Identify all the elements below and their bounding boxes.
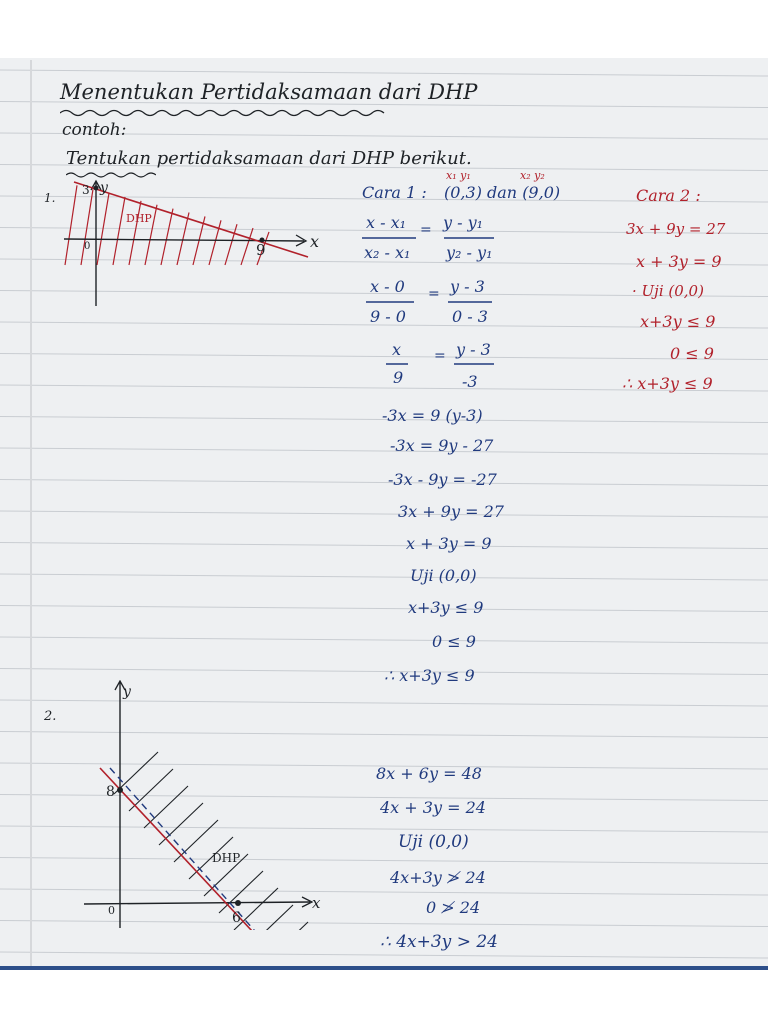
title-underline xyxy=(60,108,390,118)
ex2-line-4: 4x+3y ≯ 24 xyxy=(390,868,486,887)
cara1-line-1: -3x = 9 (y-3) xyxy=(382,406,483,425)
instruction-text: Tentukan pertidaksamaan dari DHP berikut. xyxy=(66,148,472,169)
rule-line xyxy=(0,543,768,549)
ex2-line-2: 4x + 3y = 24 xyxy=(380,798,486,817)
page-margin xyxy=(30,60,32,966)
cara2-line-6: ∴ x+3y ≤ 9 xyxy=(622,374,713,393)
step1-lhs-den: x₂ - x₁ xyxy=(364,243,411,262)
rule-line xyxy=(0,511,768,517)
step3-fraction-bars xyxy=(380,362,500,366)
ex2-line-3: Uji (0,0) xyxy=(398,832,469,852)
cara2-label: Cara 2 : xyxy=(636,186,701,205)
hatch-line xyxy=(65,185,77,265)
step1-eq: = xyxy=(420,222,432,238)
rule-line xyxy=(0,574,768,580)
cara2-line-1: 3x + 9y = 27 xyxy=(626,220,726,238)
intercept-point-x xyxy=(235,900,241,906)
step2-rhs-den: 0 - 3 xyxy=(452,307,488,326)
example-number-1: 1. xyxy=(44,191,56,205)
step2-fraction-bars xyxy=(362,300,502,304)
book-cover-edge xyxy=(0,966,768,970)
hatch-line xyxy=(219,871,263,913)
cara2-line-3: · Uji (0,0) xyxy=(632,282,704,300)
step2-rhs-num: y - 3 xyxy=(450,277,485,296)
y-intercept-label: 3 xyxy=(82,183,90,197)
step3-eq: = xyxy=(434,348,446,364)
rule-line xyxy=(0,952,768,958)
step2-lhs-den: 9 - 0 xyxy=(370,307,406,326)
step1-rhs-den: y₂ - y₁ xyxy=(446,243,493,262)
cara1-line-9: ∴ x+3y ≤ 9 xyxy=(384,666,475,685)
x-axis xyxy=(64,239,304,241)
cara1-line-4: 3x + 9y = 27 xyxy=(398,502,504,521)
hatch-line xyxy=(129,201,141,265)
point1-subscripts: x₁ y₁ xyxy=(446,169,471,182)
hatch-line xyxy=(81,189,93,265)
x-axis-label: x xyxy=(312,894,321,912)
y-intercept-label: 8 xyxy=(106,784,115,800)
origin-label: 0 xyxy=(84,241,91,252)
step2-lhs-num: x - 0 xyxy=(370,277,405,296)
x-axis xyxy=(84,902,310,904)
cara2-line-4: x+3y ≤ 9 xyxy=(640,312,716,331)
graph-example-1 xyxy=(60,178,320,348)
cara1-line-8: 0 ≤ 9 xyxy=(432,632,476,651)
example-number-2: 2. xyxy=(44,709,57,724)
ex2-line-6: ∴ 4x+3y > 24 xyxy=(380,932,498,952)
cara1-line-3: -3x - 9y = -27 xyxy=(388,470,497,489)
rule-line xyxy=(0,480,768,486)
cara1-line-6: Uji (0,0) xyxy=(410,566,477,585)
region-label: DHP xyxy=(212,851,241,865)
hatch-line xyxy=(241,228,253,265)
hatch-line xyxy=(177,213,189,265)
step3-rhs-den: -3 xyxy=(462,372,478,391)
rule-line xyxy=(0,70,768,76)
y-axis-label: y xyxy=(100,180,108,196)
boundary-line-red xyxy=(100,768,294,930)
point2-subscripts: x₂ y₂ xyxy=(520,169,545,182)
step3-lhs-num: x xyxy=(392,340,402,359)
contoh-label: contoh: xyxy=(62,120,127,140)
x-intercept-label: 9 xyxy=(256,241,266,259)
graph-example-2 xyxy=(80,680,340,930)
cara1-points: (0,3) dan (9,0) xyxy=(444,183,561,202)
rule-line xyxy=(0,354,768,360)
hatch-line xyxy=(113,197,125,265)
notebook-page xyxy=(0,58,768,966)
step1-fraction-bars xyxy=(360,236,500,240)
hatch-line xyxy=(97,193,109,265)
hatch-line xyxy=(161,209,173,265)
rule-line xyxy=(0,637,768,643)
step3-rhs-num: y - 3 xyxy=(456,340,491,359)
cara2-line-5: 0 ≤ 9 xyxy=(670,344,714,363)
page-title: Menentukan Pertidaksamaan dari DHP xyxy=(60,80,478,104)
intercept-point-y xyxy=(117,787,123,793)
rule-line xyxy=(0,606,768,612)
boundary-line xyxy=(74,182,308,257)
step2-eq: = xyxy=(428,286,440,302)
intercept-point-y xyxy=(94,186,99,191)
cara1-line-5: x + 3y = 9 xyxy=(406,534,492,553)
ex2-line-5: 0 ≯ 24 xyxy=(426,898,481,917)
x-intercept-label: 6 xyxy=(232,910,241,926)
cara1-label: Cara 1 : xyxy=(362,183,427,202)
y-axis-label: y xyxy=(123,684,131,700)
origin-label: 0 xyxy=(108,904,115,917)
region-label: DHP xyxy=(126,212,152,225)
cara1-line-7: x+3y ≤ 9 xyxy=(408,598,484,617)
rule-line xyxy=(0,448,768,454)
ex2-line-1: 8x + 6y = 48 xyxy=(376,764,482,783)
x-axis-label: x xyxy=(310,232,320,251)
hatch-line xyxy=(129,769,173,811)
step3-lhs-den: 9 xyxy=(393,368,404,387)
cara1-line-2: -3x = 9y - 27 xyxy=(390,436,494,455)
cara2-line-2: x + 3y = 9 xyxy=(636,252,722,271)
step1-lhs-num: x - x₁ xyxy=(366,213,407,232)
step1-rhs-num: y - y₁ xyxy=(443,213,484,232)
